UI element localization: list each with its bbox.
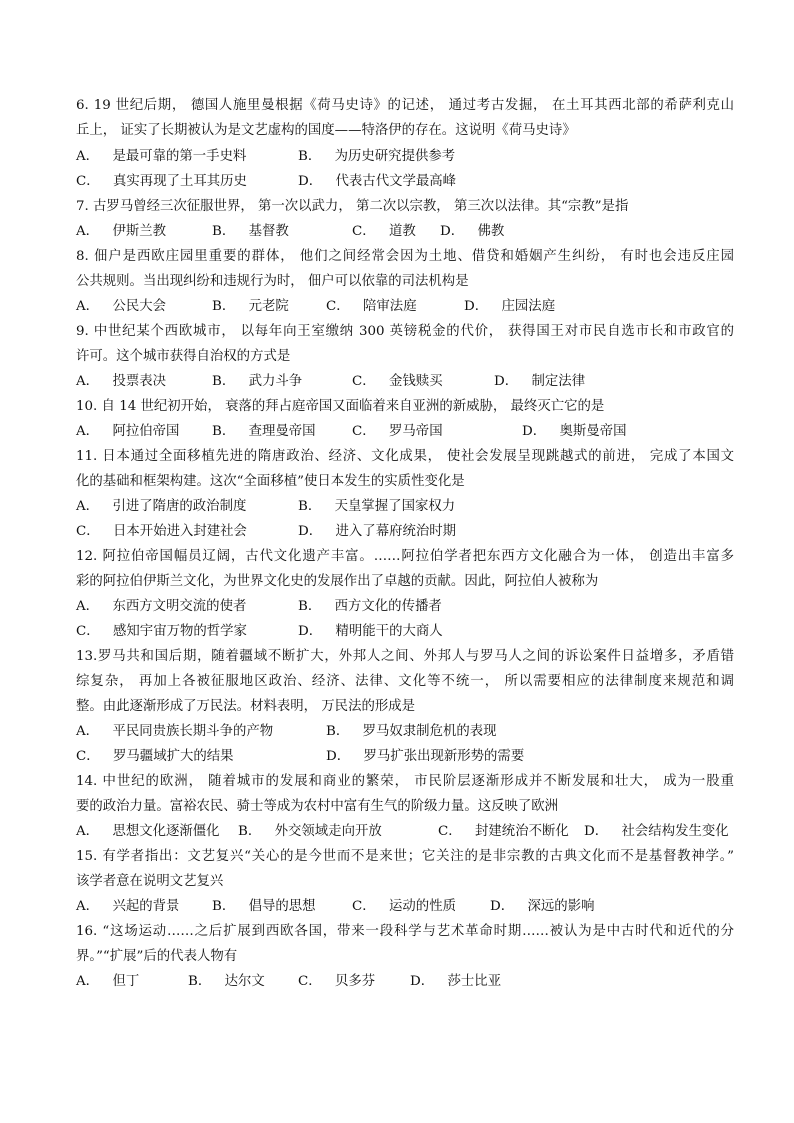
- question-6-stem-line-2: 丘上， 证实了长期被认为是文艺虚构的国度——特洛伊的存在。这说明《荷马史诗》: [76, 123, 576, 138]
- question-11-option-b[interactable]: B． 天皇掌握了国家权力: [298, 499, 456, 514]
- question-10-option-a[interactable]: A． 阿拉伯帝国: [76, 424, 180, 439]
- question-8-option-c[interactable]: C． 陪审法庭: [326, 299, 417, 314]
- question-15-option-c[interactable]: C． 运动的性质: [352, 899, 456, 914]
- question-14-option-b[interactable]: B． 外交领域走向开放: [238, 824, 382, 839]
- question-7-option-d[interactable]: D． 佛教: [440, 224, 505, 239]
- question-12-option-d[interactable]: D． 精明能干的大商人: [298, 624, 443, 639]
- question-10-options-row-1: [76, 420, 734, 444]
- question-9-option-d[interactable]: D． 制定法律: [494, 374, 586, 389]
- question-16-options-row-1: [76, 970, 734, 994]
- question-8-stem-line-2: 公共规则。当出现纠纷和违规行为时， 佃户可以依靠的司法机构是: [76, 274, 469, 289]
- question-7-option-c[interactable]: C． 道教: [352, 224, 416, 239]
- question-11-option-c[interactable]: C． 日本开始进入封建社会: [76, 524, 247, 539]
- question-13-option-a[interactable]: A． 平民同贵族长期斗争的产物: [76, 724, 274, 739]
- question-8-option-a[interactable]: A． 公民大会: [76, 299, 167, 314]
- question-15-stem-line-2: 该学者意在说明文艺复兴: [76, 874, 224, 889]
- question-16-stem-line-1: 16. “这场运动……之后扩展到西欧各国，带来一段科学与艺术革命时期……被认为是中古时代和近代的分: [76, 924, 734, 939]
- question-12-stem-line-2: 彩的阿拉伯伊斯兰文化，为世界文化史的发展作出了卓越的贡献。因此，阿拉伯人被称为: [76, 574, 599, 589]
- question-6-option-a[interactable]: A． 是最可靠的第一手史料: [76, 149, 247, 164]
- question-14-option-c[interactable]: C． 封建统治不断化: [438, 824, 569, 839]
- question-10-option-c[interactable]: C． 罗马帝国: [352, 424, 443, 439]
- question-8-stem-line-1: 8. 佃户是西欧庄园里重要的群体， 他们之间经常会因为土地、借贷和婚姻产生纠纷， 有时也会违反庄园: [76, 249, 734, 264]
- question-6-stem-line-1: 6. 19 世纪后期， 德国人施里曼根据《荷马史诗》的记述， 通过考古发掘， 在土耳其西北部的希萨利克山: [76, 98, 734, 113]
- question-11-options-row-2: [76, 520, 734, 544]
- question-12-option-a[interactable]: A． 东西方文明交流的使者: [76, 599, 247, 614]
- question-11-stem-line-1: 11. 日本通过全面移植先进的隋唐政治、经济、文化成果， 使社会发展呈现跳越式的前进， 完成了本国文: [76, 449, 734, 464]
- question-11-option-d[interactable]: D． 进入了幕府统治时期: [298, 524, 457, 539]
- question-13-option-d[interactable]: D． 罗马扩张出现新形势的需要: [326, 749, 525, 764]
- question-13-stem-line-2: 综复杂， 再加上各被征服地区政治、经济、法律、文化等不统一， 所以需要相应的法律制度来规范和调: [76, 674, 734, 689]
- question-12-option-b[interactable]: B． 西方文化的传播者: [298, 599, 442, 614]
- question-14-stem-line-1: 14. 中世纪的欧洲， 随着城市的发展和商业的繁荣， 市民阶层逐渐形成并不断发展和壮大， 成为一股重: [76, 774, 734, 789]
- question-13-stem-line-3: 整。由此逐渐形成了万民法。材料表明， 万民法的形成是: [76, 699, 416, 714]
- question-8-options-row-1: [76, 295, 734, 319]
- question-10-option-b[interactable]: B． 查理曼帝国: [212, 424, 316, 439]
- question-14-option-a[interactable]: A． 思想文化逐渐僵化: [76, 824, 220, 839]
- question-16-option-d[interactable]: D． 莎士比亚: [410, 974, 502, 989]
- question-7-stem-line-1: 7. 古罗马曾经三次征服世界， 第一次以武力， 第二次以宗教， 第三次以法律。其“宗教”是指: [76, 199, 629, 214]
- question-13-options-row-1: [76, 720, 734, 744]
- question-9-options-row-1: [76, 370, 734, 394]
- question-12-option-c[interactable]: C． 感知宇宙万物的哲学家: [76, 624, 247, 639]
- question-7-options-row-1: [76, 220, 734, 244]
- question-6-option-b[interactable]: B． 为历史研究提供参考: [298, 149, 456, 164]
- question-10-option-d[interactable]: D． 奥斯曼帝国: [522, 424, 627, 439]
- question-15-options-row-1: [76, 895, 734, 919]
- question-9-stem-line-1: 9. 中世纪某个西欧城市， 以每年向王室缴纳 300 英镑税金的代价， 获得国王对市民自选市长和市政官的: [76, 324, 734, 339]
- question-13-stem-line-1: 13.罗马共和国后期，随着疆域不断扩大，外邦人之间、外邦人与罗马人之间的诉讼案件日益增多，矛盾错: [76, 649, 734, 664]
- question-11-options-row-1: [76, 495, 734, 519]
- question-16-stem-line-2: 界。”“扩展”后的代表人物有: [76, 949, 238, 964]
- question-8-option-d[interactable]: D． 庄园法庭: [464, 299, 556, 314]
- question-6-options-row-1: [76, 145, 734, 169]
- question-14-option-d[interactable]: D． 社会结构发生变化: [584, 824, 729, 839]
- question-16-option-b[interactable]: B． 达尔文: [188, 974, 265, 989]
- question-12-options-row-1: [76, 595, 734, 619]
- question-12-stem-line-1: 12. 阿拉伯帝国幅员辽阔，古代文化遗产丰富。……阿拉伯学者把东西方文化融合为一体， 创造出丰富多: [76, 549, 734, 564]
- question-13-option-c[interactable]: C． 罗马疆域扩大的结果: [76, 749, 234, 764]
- question-14-options-row-1: [76, 820, 734, 844]
- question-9-option-a[interactable]: A． 投票表决: [76, 374, 167, 389]
- question-15-option-a[interactable]: A． 兴起的背景: [76, 899, 180, 914]
- question-15-stem-line-1: 15. 有学者指出：文艺复兴“关心的是今世而不是来世；它关注的是非宗教的古典文化而不是基督教神学。”: [76, 849, 734, 864]
- question-9-stem-line-2: 许可。这个城市获得自治权的方式是: [76, 349, 291, 364]
- question-13-option-b[interactable]: B． 罗马奴隶制危机的表现: [326, 724, 497, 739]
- question-7-option-b[interactable]: B． 基督教: [212, 224, 289, 239]
- question-9-option-c[interactable]: C． 金钱赎买: [352, 374, 443, 389]
- question-6-options-row-2: [76, 170, 734, 194]
- question-9-option-b[interactable]: B． 武力斗争: [212, 374, 303, 389]
- question-6-option-c[interactable]: C． 真实再现了土耳其历史: [76, 174, 247, 189]
- question-14-stem-line-2: 要的政治力量。富裕农民、骑士等成为农村中富有生气的阶级力量。这反映了欧洲: [76, 799, 559, 814]
- question-12-options-row-2: [76, 620, 734, 644]
- question-13-options-row-2: [76, 745, 734, 769]
- question-7-option-a[interactable]: A． 伊斯兰教: [76, 224, 167, 239]
- question-8-option-b[interactable]: B． 元老院: [212, 299, 289, 314]
- question-11-option-a[interactable]: A． 引进了隋唐的政治制度: [76, 499, 247, 514]
- question-16-option-c[interactable]: C． 贝多芬: [298, 974, 376, 989]
- question-15-option-d[interactable]: D． 深远的影响: [490, 899, 595, 914]
- question-6-option-d[interactable]: D． 代表古代文学最高峰: [298, 174, 457, 189]
- question-11-stem-line-2: 化的基础和框架构建。这次“全面移植”使日本发生的实质性变化是: [76, 474, 465, 489]
- question-16-option-a[interactable]: A． 但丁: [76, 974, 140, 989]
- question-15-option-b[interactable]: B． 倡导的思想: [212, 899, 316, 914]
- question-10-stem-line-1: 10. 自 14 世纪初开始， 衰落的拜占庭帝国又面临着来自亚洲的新威胁， 最终灭亡它的是: [76, 399, 605, 414]
